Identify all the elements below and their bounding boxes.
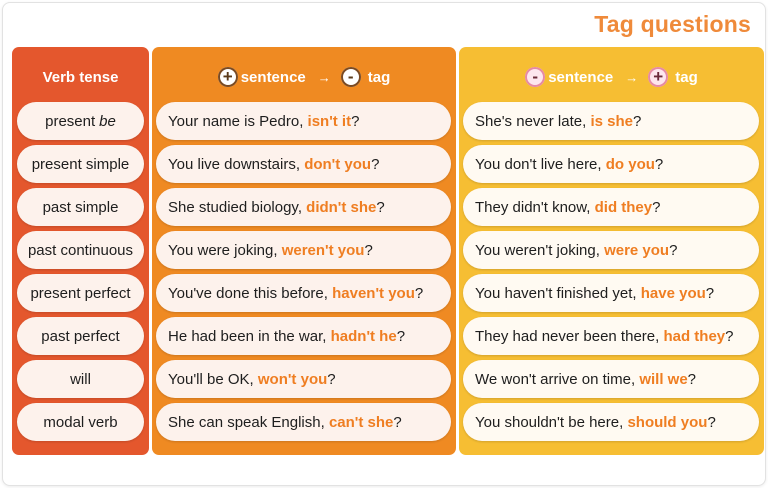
verb-tense-label: present (45, 112, 96, 130)
verb-tense-label: past continuous (27, 241, 134, 259)
question-mark: ? (351, 112, 360, 130)
verb-tense-label: present perfect (30, 284, 131, 302)
sentence-text: You were joking, (168, 241, 282, 259)
verb-tense-item (17, 360, 144, 398)
verb-tense-item (17, 188, 144, 226)
question-mark: ? (687, 370, 697, 388)
positive-sentence-row (156, 274, 451, 312)
positive-column-header (152, 65, 456, 89)
question-mark: ? (364, 241, 373, 259)
sentence-text: You don't live here, (475, 155, 606, 173)
sentence-text: You live downstairs, (168, 155, 305, 173)
question-mark: ? (669, 241, 678, 259)
verb-tense-label: past perfect (41, 327, 120, 345)
verb-tense-item (17, 317, 144, 355)
negative-column-header (459, 65, 764, 89)
question-mark: ? (414, 284, 424, 302)
verb-tense-item (17, 403, 144, 441)
sentence-text: They had never been there, (475, 327, 664, 345)
plus-sign-icon: + (648, 67, 668, 87)
negative-sentence-row (463, 274, 759, 312)
minus-sign-icon: - (525, 67, 545, 87)
sentence-text: You haven't finished yet, (475, 284, 641, 302)
negative-sentence-row (463, 231, 759, 269)
question-tag: is she (590, 112, 633, 130)
verb-tense-label: modal verb (43, 413, 118, 431)
question-tag: had they (663, 327, 726, 345)
tag-label: tag (675, 68, 698, 86)
positive-sentence-row (156, 231, 451, 269)
question-mark: ? (705, 284, 715, 302)
verb-tense-item (17, 231, 144, 269)
question-mark: ? (707, 413, 716, 431)
minus-sign-icon: - (341, 67, 361, 87)
verb-tense-emphasis: be (99, 112, 116, 130)
positive-sentence-row (156, 317, 451, 355)
sentence-text: She's never late, (475, 112, 591, 130)
negative-sentence-row (463, 317, 759, 355)
verb-tense-label: past simple (42, 198, 119, 216)
positive-sentence-row (156, 102, 451, 140)
sentence-text: You'll be OK, (168, 370, 258, 388)
question-tag: isn't it (307, 112, 352, 130)
sentence-text: She studied biology, (168, 198, 307, 216)
sentence-text: You weren't joking, (475, 241, 605, 259)
positive-sentence-column (152, 47, 456, 455)
negative-sentence-row (463, 145, 759, 183)
sentence-text: Your name is Pedro, (168, 112, 308, 130)
question-tag: hadn't he (330, 327, 397, 345)
verb-tense-label: will (70, 370, 91, 388)
question-tag: don't you (304, 155, 372, 173)
question-tag: have you (640, 284, 706, 302)
negative-sentence-row (463, 360, 759, 398)
verb-tense-item (17, 274, 144, 312)
positive-sentence-row (156, 188, 451, 226)
positive-sentence-row (156, 145, 451, 183)
negative-sentence-column (459, 47, 764, 455)
question-mark: ? (393, 413, 402, 431)
arrow-right-icon: → (625, 69, 639, 85)
arrow-right-icon: → (317, 69, 331, 85)
question-tag: should you (627, 413, 708, 431)
question-tag: were you (604, 241, 670, 259)
question-mark: ? (654, 155, 664, 173)
sentence-label: sentence (240, 68, 306, 86)
question-mark: ? (371, 155, 380, 173)
question-tag: won't you (257, 370, 328, 388)
sentence-text: They didn't know, (475, 198, 595, 216)
tag-label: tag (367, 68, 391, 86)
plus-sign-icon: + (218, 67, 238, 87)
verb-tense-header: Verb tense (42, 68, 119, 86)
question-mark: ? (396, 327, 406, 345)
positive-sentence-row (156, 403, 451, 441)
positive-sentence-row (156, 360, 451, 398)
sentence-text: You've done this before, (168, 284, 333, 302)
question-tag: will we (639, 370, 688, 388)
sentence-text: We won't arrive on time, (475, 370, 640, 388)
question-tag: do you (605, 155, 655, 173)
question-tag: can't she (328, 413, 394, 431)
verb-tense-item (17, 145, 144, 183)
sentence-text: You shouldn't be here, (475, 413, 628, 431)
question-tag: haven't you (332, 284, 415, 302)
verb-tense-column (12, 47, 149, 455)
question-tag: didn't she (306, 198, 377, 216)
sentence-label: sentence (548, 68, 614, 86)
negative-sentence-row (463, 102, 759, 140)
verb-tense-item (17, 102, 144, 140)
question-tag: did they (594, 198, 653, 216)
question-mark: ? (725, 327, 734, 345)
question-mark: ? (652, 198, 661, 216)
sentence-text: She can speak English, (168, 413, 329, 431)
verb-tense-label: present simple (31, 155, 130, 173)
sentence-text: He had been in the war, (168, 327, 331, 345)
tag-questions-card (2, 2, 766, 486)
question-mark: ? (632, 112, 642, 130)
question-mark: ? (327, 370, 336, 388)
page-title: Tag questions (594, 11, 751, 37)
question-tag: weren't you (281, 241, 365, 259)
negative-sentence-row (463, 403, 759, 441)
question-mark: ? (376, 198, 385, 216)
negative-sentence-row (463, 188, 759, 226)
